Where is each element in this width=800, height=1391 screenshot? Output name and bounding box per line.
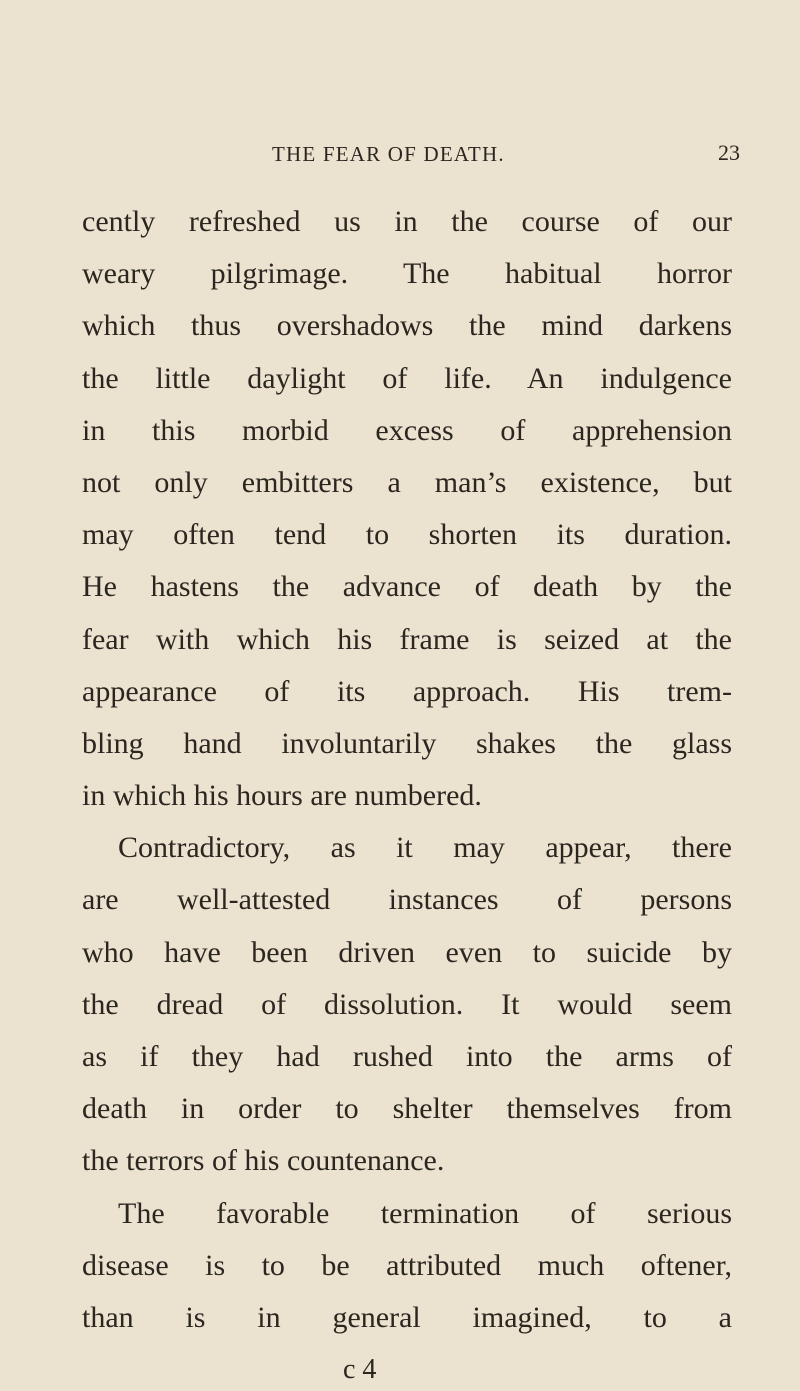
running-title: THE FEAR OF DEATH. <box>272 142 505 166</box>
text-line: the little daylight of life. An indulgence <box>82 361 732 395</box>
text-line: in which his hours are numbered. <box>82 779 482 813</box>
page-number: 23 <box>718 140 740 165</box>
text-line: the dread of dissolution. It would seem <box>82 987 732 1021</box>
text-line: than is in general imagined, to a <box>82 1300 732 1334</box>
text-line: He hastens the advance of death by the <box>82 570 732 604</box>
text-line: not only embitters a man’s existence, but <box>82 465 732 499</box>
text-line: The favorable termination of serious <box>118 1196 732 1230</box>
text-line: weary pilgrimage. The habitual horror <box>82 257 732 291</box>
text-line: bling hand involuntarily shakes the glass <box>82 726 732 760</box>
text-line: as if they had rushed into the arms of <box>82 1040 732 1073</box>
body-text <box>82 196 732 1344</box>
text-line: are well-attested instances of persons <box>82 883 732 917</box>
text-line: cently refreshed us in the course of our <box>82 205 732 238</box>
text-line: disease is to be attributed much oftener, <box>82 1248 732 1282</box>
signature-mark: c 4 <box>343 1354 377 1385</box>
text-line: fear with which his frame is seized at the <box>82 622 732 656</box>
text-line: may often tend to shorten its duration. <box>82 518 732 552</box>
text-line: Contradictory, as it may appear, there <box>118 831 732 865</box>
text-line: death in order to shelter themselves from <box>82 1092 732 1126</box>
text-line: in this morbid excess of apprehension <box>82 413 732 447</box>
text-line: who have been driven even to suicide by <box>82 935 732 969</box>
page-header <box>0 140 800 170</box>
text-line: appearance of its approach. His trem- <box>82 674 732 708</box>
text-line: which thus overshadows the mind darkens <box>82 309 732 343</box>
text-line: the terrors of his countenance. <box>82 1144 445 1178</box>
